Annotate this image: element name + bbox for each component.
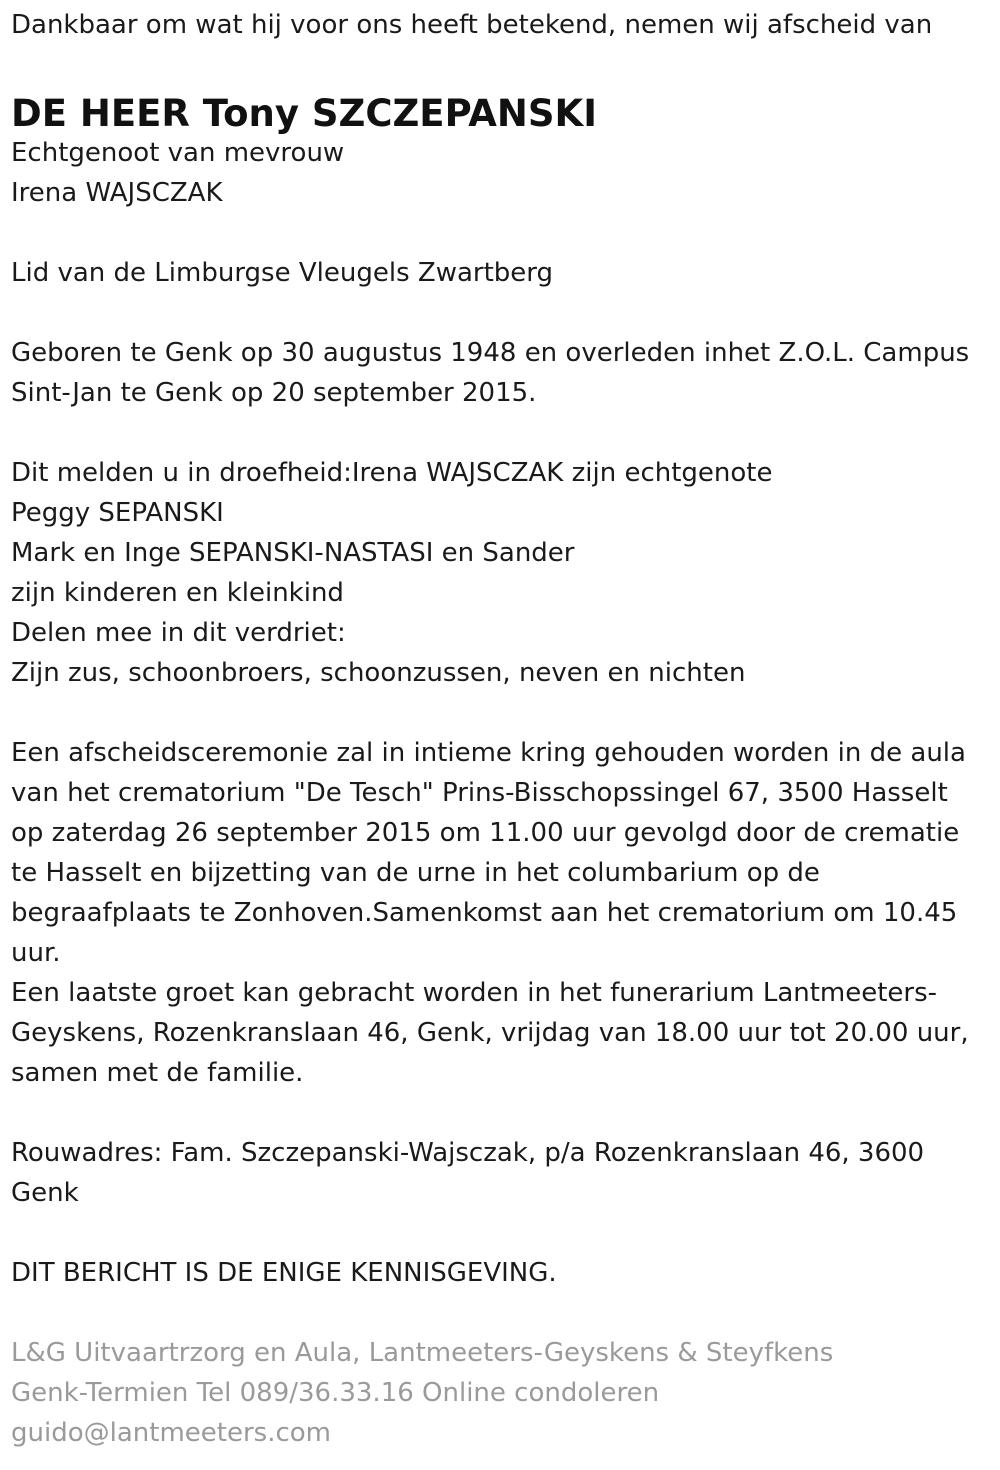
spacer (11, 1293, 991, 1333)
ceremony-line: op zaterdag 26 september 2015 om 11.00 uur gevolgd door de crematie (11, 818, 960, 848)
family-line: zijn kinderen en kleinkind (11, 578, 344, 608)
family-line: Delen mee in dit verdriet: (11, 618, 346, 648)
family-line: Mark en Inge SEPANSKI-NASTASI en Sander (11, 538, 575, 568)
address-block (11, 1133, 991, 1213)
footer-email: guido@lantmeeters.com (11, 1418, 331, 1448)
spacer (11, 293, 991, 333)
ceremony-line: van het crematorium "De Tesch" Prins-Bisschopssingel 67, 3500 Hasselt (11, 778, 948, 808)
spacer (11, 413, 991, 453)
family-line: Zijn zus, schoonbroers, schoonzussen, neven en nichten (11, 658, 746, 688)
funeral-home-footer (11, 1333, 991, 1453)
spouse-line: Echtgenoot van mevrouw (11, 138, 345, 168)
intro-text: Dankbaar om wat hij voor ons heeft betekend, nemen wij afscheid van (11, 10, 933, 40)
ceremony-line: Geyskens, Rozenkranslaan 46, Genk, vrijdag van 18.00 uur tot 20.00 uur, (11, 1018, 969, 1048)
ceremony-block (11, 733, 991, 1093)
family-line: Dit melden u in droefheid:Irena WAJSCZAK zijn echtgenote (11, 458, 773, 488)
birth-death-line: Sint-Jan te Genk op 20 september 2015. (11, 378, 537, 408)
birth-death-line: Geboren te Genk op 30 augustus 1948 en overleden inhet Z.O.L. Campus (11, 338, 970, 368)
footer-line: Genk-Termien Tel 089/36.33.16 Online condoleren (11, 1378, 660, 1408)
ceremony-line: Een afscheidsceremonie zal in intieme kring gehouden worden in de aula (11, 738, 966, 768)
spouse-line: Irena WAJSCZAK (11, 178, 223, 208)
spacer (11, 213, 991, 253)
ceremony-line: begraafplaats te Zonhoven.Samenkomst aan het crematorium om 10.45 (11, 898, 958, 928)
membership-text: Lid van de Limburgse Vleugels Zwartberg (11, 258, 554, 288)
family-line: Peggy SEPANSKI (11, 498, 224, 528)
ceremony-line: samen met de familie. (11, 1058, 304, 1088)
spouse-block (11, 133, 991, 213)
footer-line: L&G Uitvaartrzorg en Aula, Lantmeeters-Geyskens & Steyfkens (11, 1338, 834, 1368)
spacer (11, 1213, 991, 1253)
ceremony-line: Een laatste groet kan gebracht worden in het funerarium Lantmeeters- (11, 978, 938, 1008)
family-block (11, 453, 991, 693)
address-line: Rouwadres: Fam. Szczepanski-Wajsczak, p/a Rozenkranslaan 46, 3600 (11, 1138, 925, 1168)
ceremony-line: uur. (11, 938, 61, 968)
birth-death-block (11, 333, 991, 413)
obituary-notice (11, 5, 991, 1453)
deceased-name: DE HEER Tony SZCZEPANSKI (11, 92, 597, 135)
spacer (11, 45, 991, 85)
closing-text: DIT BERICHT IS DE ENIGE KENNISGEVING. (11, 1258, 557, 1288)
spacer (11, 693, 991, 733)
address-line: Genk (11, 1178, 79, 1208)
spacer (11, 1093, 991, 1133)
ceremony-line: te Hasselt en bijzetting van de urne in het columbarium op de (11, 858, 820, 888)
